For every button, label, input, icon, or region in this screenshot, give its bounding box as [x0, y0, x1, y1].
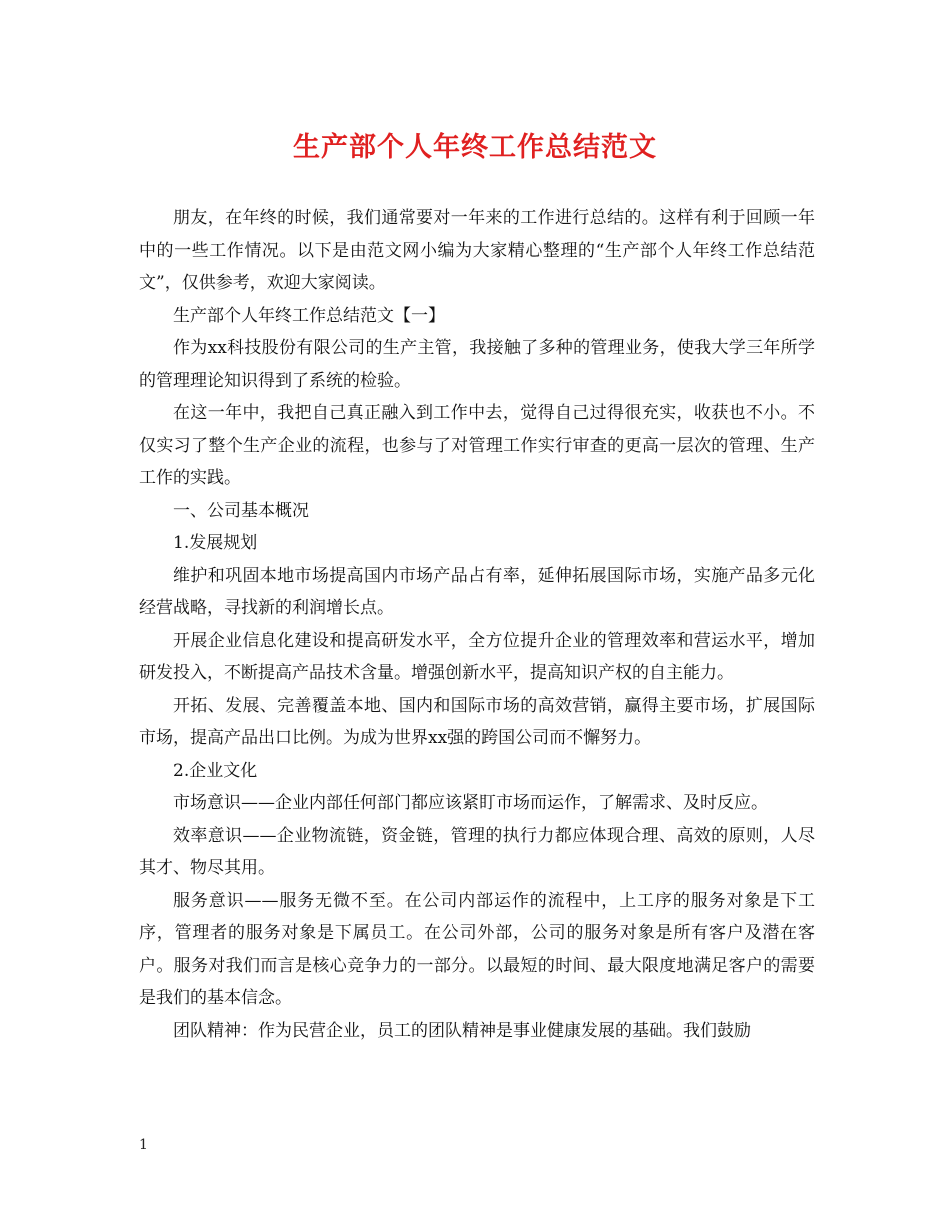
subsection-heading: 1.发展规划 [173, 533, 258, 553]
page-number: 1 [139, 1137, 148, 1153]
paragraph: 开展企业信息化建设和提高研发水平，全方位提升企业的管理效率和营运水平，增加研发投入，不断提高产品技术含量。增强创新水平，提高知识产权的自主能力。 [139, 630, 815, 683]
paragraph: 市场意识——企业内部任何部门都应该紧盯市场而运作，了解需求、及时反应。 [173, 793, 768, 813]
paragraph: 效率意识——企业物流链，资金链，管理的执行力都应体现合理、高效的原则，人尽其才、物尽其用。 [139, 825, 815, 878]
paragraph: 开拓、发展、完善覆盖本地、国内和国际市场的高效营销，赢得主要市场，扩展国际市场，提高产品出口比例。为成为世界xx强的跨国公司而不懈努力。 [139, 695, 815, 748]
paragraph: 作为xx科技股份有限公司的生产主管，我接触了多种的管理业务，使我大学三年所学的管理理论知识得到了系统的检验。 [139, 338, 815, 391]
subsection-heading: 2.企业文化 [173, 760, 258, 781]
section-heading-one: 生产部个人年终工作总结范文【一】 [173, 305, 445, 326]
document-body [139, 202, 815, 1047]
paragraph: 在这一年中，我把自己真正融入到工作中去，觉得自己过得很充实，收获也不小。不仅实习了整个生产企业的流程，也参与了对管理工作实行审查的更高一层次的管理、生产工作的实践。 [139, 403, 815, 488]
paragraph-intro: 朋友，在年终的时候，我们通常要对一年来的工作进行总结的。这样有利于回顾一年中的一些工作情况。以下是由范文网小编为大家精心整理的“生产部个人年终工作总结范文”，仅供参考，欢迎大家阅读。 [139, 208, 815, 293]
section-heading: 一、公司基本概况 [173, 500, 309, 521]
document-title: 生产部个人年终工作总结范文 [293, 132, 657, 163]
paragraph: 服务意识——服务无微不至。在公司内部运作的流程中，上工序的服务对象是下工序，管理者的服务对象是下属员工。在公司外部，公司的服务对象是所有客户及潜在客户。服务对我们而言是核心竞争力的一部分。以最短的时间、最大限度地满足客户的需要是我们的基本信念。 [139, 890, 815, 1008]
paragraph: 维护和巩固本地市场提高国内市场产品占有率，延伸拓展国际市场，实施产品多元化经营战略，寻找新的利润增长点。 [139, 565, 815, 618]
paragraph: 团队精神：作为民营企业，员工的团队精神是事业健康发展的基础。我们鼓励 [173, 1020, 751, 1041]
